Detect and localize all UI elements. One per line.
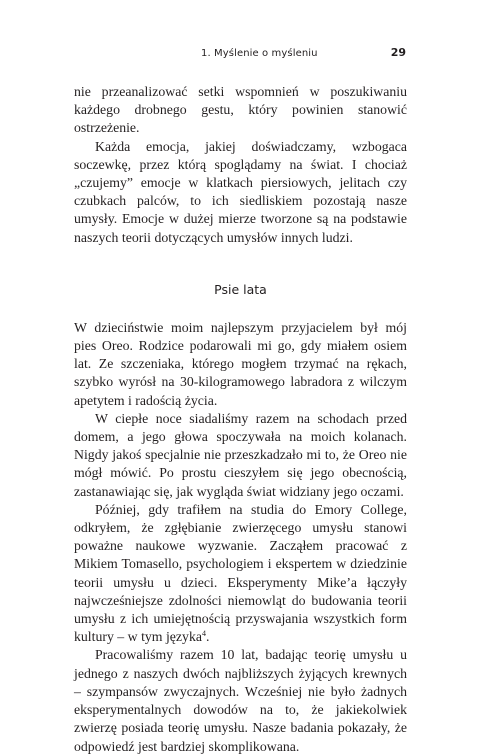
paragraph: nie przeanalizować setki wspomnień w poszukiwaniu każdego drobnego gestu, który powinien stanowić ostrzeżenie. [74,84,407,136]
paragraph: W ciepłe noce siadaliśmy razem na schodach przed domem, a jego głowa spoczywała na moich kolanach. Nigdy jakoś specjalnie nie przeszkadzało mi to, że Oreo nie mógł mówić. Po prostu cieszyłem się jego obecnością, zastanawiając się, jak wygląda świat widziany jego oczami. [74,410,407,499]
footnote-marker: 4 [201,629,206,639]
page-number: 29 [390,46,406,59]
paragraph: Każda emocja, jakiej doświadczamy, wzbogaca soczewkę, przez którą spoglądamy na świat. I chociaż „czujemy” emocje w klatkach piersiowych, jelitach czy czubkach palców, to ich siedliskiem pozostają nasze umysły. Emocje w dużej mierze tworzone są na podstawie naszych teorii dotyczących umysłów innych ludzi. [74,138,407,245]
paragraph-end-punctuation: . [205,629,210,645]
running-header [74,47,406,63]
section-heading: Psie lata [214,281,267,297]
paragraph [74,501,407,647]
chapter-title: 1. Myślenie o myśleniu [201,48,318,59]
paragraph: Pracowaliśmy razem 10 lat, badając teorię umysłu u jednego z naszych dwóch najbliższych żyjących krewnych – szympansów zwyczajnych. Wcześniej nie było żadnych eksperymentalnych dowodów na to, że jakiekolwiek zwierzę posiada teorię umysłu. Nasze badania pokazały, że odpowiedź jest bardziej skomplikowana. [74,647,407,754]
body-text [74,83,407,756]
paragraph-text: Później, gdy trafiłem na studia do Emory College, odkryłem, że zgłębianie zwierzęcego umysłu stanowi poważne naukowe wyzwanie. Zacząłem pracować z Mikiem Tomasello, psychologiem i ekspertem w dziedzinie teorii umysłu u dzieci. Eksperymenty Mike’a łączyły najwcześniejsze zdolności niemowląt do budowania teorii umysłu z ich umiejętnością przyswajania wszystkich form kultury – w tym języka [74,501,407,645]
paragraph: W dzieciństwie moim najlepszym przyjacielem był mój pies Oreo. Rodzice podarowali mi go, gdy miałem osiem lat. Ze szczeniaka, którego mogłem trzymać na rękach, szybko wyrósł na 30-kilogramowego labradora z wilczym apetytem i radością życia. [74,319,407,408]
